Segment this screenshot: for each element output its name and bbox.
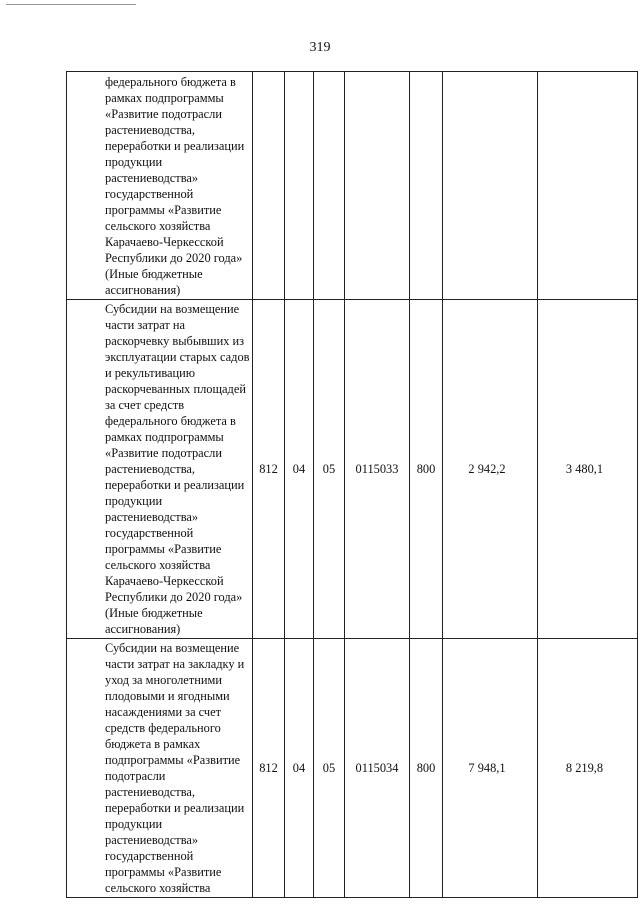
subsection-code: 05 — [314, 639, 345, 898]
scan-edge-line — [6, 4, 136, 5]
amount-2015: 7 948,1 — [443, 639, 538, 898]
section-code: 04 — [285, 300, 314, 639]
target-article-code — [345, 72, 410, 300]
budget-table — [66, 71, 638, 898]
page-number: 319 — [309, 40, 331, 55]
target-article-code: 0115033 — [345, 300, 410, 639]
amount-2016: 3 480,1 — [538, 300, 638, 639]
expense-type-code — [410, 72, 443, 300]
row-description: Субсидии на возмещение части затрат на раскорчевку выбывших из эксплуатации старых садов и рекультивацию раскорчеванных площадей за счет средств федерального бюджета в рамках подпрограммы «Развитие подотрасли растениеводства, переработки и реализации продукции растениеводства» государственной программы «Развитие сельского хозяйства Карачаево-Черкесской Республики до 2020 года» (Иные бюджетные ассигнования) — [67, 300, 253, 639]
target-article-code: 0115034 — [345, 639, 410, 898]
section-code — [285, 72, 314, 300]
row-description: Субсидии на возмещение части затрат на закладку и уход за многолетними плодовыми и ягодными насаждениями за счет средств федерального бюджета в рамках подпрограммы «Развитие подотрасли растениеводства, переработки и реализации продукции растениеводства» государственной программы «Развитие сельского хозяйства — [67, 639, 253, 898]
amount-2015 — [443, 72, 538, 300]
table-row — [67, 300, 638, 639]
table-row — [67, 639, 638, 898]
amount-2016: 8 219,8 — [538, 639, 638, 898]
expense-type-code: 800 — [410, 300, 443, 639]
section-code: 04 — [285, 639, 314, 898]
amount-2015: 2 942,2 — [443, 300, 538, 639]
ministry-code: 812 — [253, 300, 285, 639]
ministry-code: 812 — [253, 639, 285, 898]
subsection-code: 05 — [314, 300, 345, 639]
subsection-code — [314, 72, 345, 300]
amount-2016 — [538, 72, 638, 300]
expense-type-code: 800 — [410, 639, 443, 898]
row-description: федерального бюджета в рамках подпрограммы «Развитие подотрасли растениеводства, переработки и реализации продукции растениеводства» государственной программы «Развитие сельского хозяйства Карачаево-Черкесской Республики до 2020 года» (Иные бюджетные ассигнования) — [67, 72, 253, 300]
ministry-code — [253, 72, 285, 300]
table-row — [67, 72, 638, 300]
